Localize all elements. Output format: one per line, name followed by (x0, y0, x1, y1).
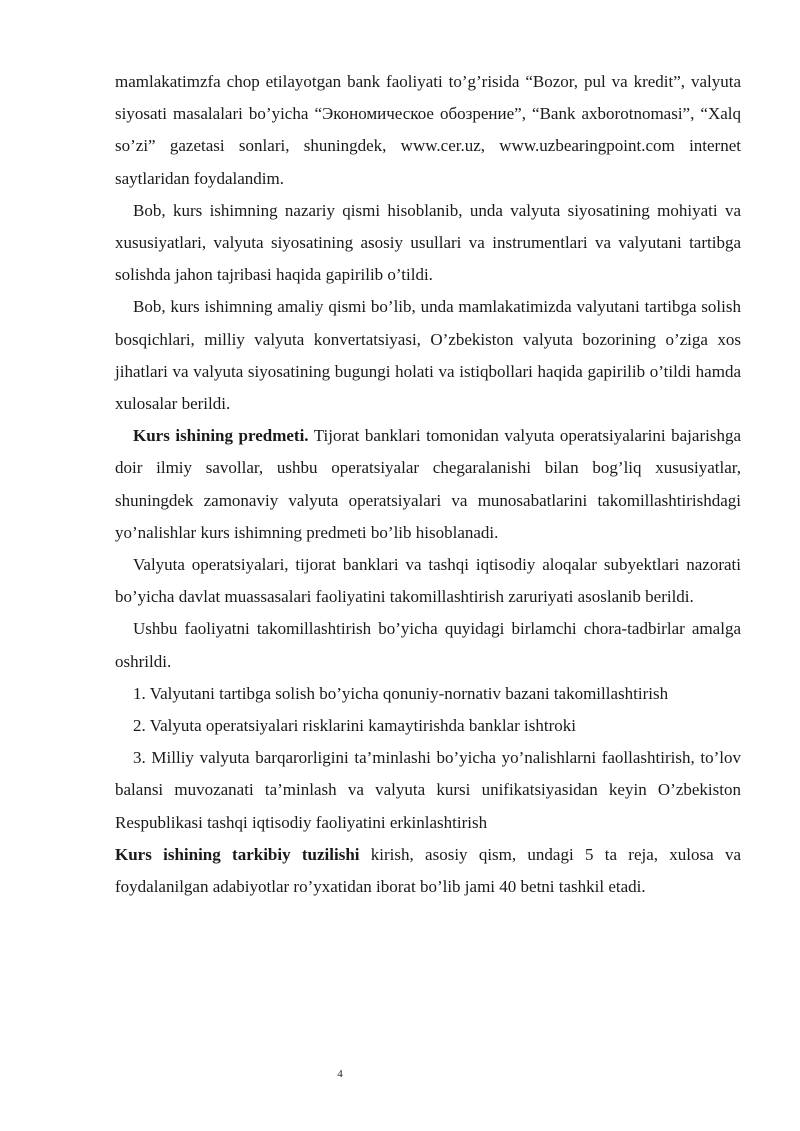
list-item: 2. Valyuta operatsiyalari risklarini kamaytirishda banklar ishtroki (133, 716, 576, 736)
paragraph-subject (115, 420, 741, 549)
list-item: 1. Valyutani tartibga solish bo’yicha qonuniy-nornativ bazani takomillashtirish (133, 683, 669, 703)
paragraph-practice-chapter: Bob, kurs ishimning amaliy qismi bo’lib, unda mamlakatimizda valyutani tartibga solish bosqichlari, milliy valyuta konvertatsiyasi, O’zbekiston valyuta bozorining o’ziga xos jihatlari va valyuta siyosatining bugungi holati va istiqbollari haqida gapirilib o’tildi hamda xulosalar berildi. (115, 297, 741, 414)
paragraph-sources: mamlakatimzfa chop etilayotgan bank faoliyati to’g’risida “Bozor, pul va kredit”, valyuta siyosati masalalari bo’yicha “Экономическое обозрение”, “Bank axborotnomasi”, “Xalq so’zi” gazetasi sonlari, shuningdek, www.cer.uz, www.uzbearingpoint.com internet saytlaridan foydalandim. (115, 72, 741, 188)
subject-heading: Kurs ishining predmeti. (133, 426, 309, 446)
paragraph-measures: Ushbu faoliyatni takomillashtirish bo’yicha quyidagi birlamchi chora-tadbirlar amalga oshrildi. (115, 619, 741, 671)
subject-text: Tijorat banklari tomonidan valyuta operatsiyalarini bajarishga doir ilmiy savollar, ushbu operatsiyalar chegaralanishi bilan bog’liq xususiyatlar, shuningdek zamonaviy valyuta operatsiyalari va munosabatlarini takomillashtirishdagi yo’nalishlar kurs ishimning predmeti bo’lib hisoblanadi. (115, 426, 741, 542)
list-item: 3. Milliy valyuta barqarorligini ta’minlashi bo’yicha yo’nalishlarni faollashtirish, to’lov balansi muvozanati ta’minlash va valyuta kursi unifikatsiyasidan keyin O’zbekiston Respublikasi tashqi iqtisodiy faoliyatini erkinlashtirish (115, 748, 741, 832)
page-number: 4 (337, 1068, 343, 1080)
document-body (115, 66, 741, 903)
paragraph-theory-chapter: Bob, kurs ishimning nazariy qismi hisoblanib, unda valyuta siyosatining mohiyati va xususiyatlari, valyuta siyosatining asosiy usullari va instrumentlari va valyutani tartibga solishda jahon tajribasi haqida gapirilib o’tildi. (115, 200, 741, 285)
paragraph-structure (115, 839, 741, 903)
structure-text: kirish, asosiy qism, undagi 5 ta reja, xulosa va foydalanilgan adabiyotlar ro’yxatidan iborat bo’lib jami 40 betni tashkil etadi. (115, 844, 741, 897)
structure-heading: Kurs ishining tarkibiy tuzilishi (115, 844, 360, 864)
paragraph-control: Valyuta operatsiyalari, tijorat banklari va tashqi iqtisodiy aloqalar subyektlari nazorati bo’yicha davlat muassasalari faoliyatini takomillashtirish zaruriyati asoslanib berildi. (115, 555, 741, 607)
